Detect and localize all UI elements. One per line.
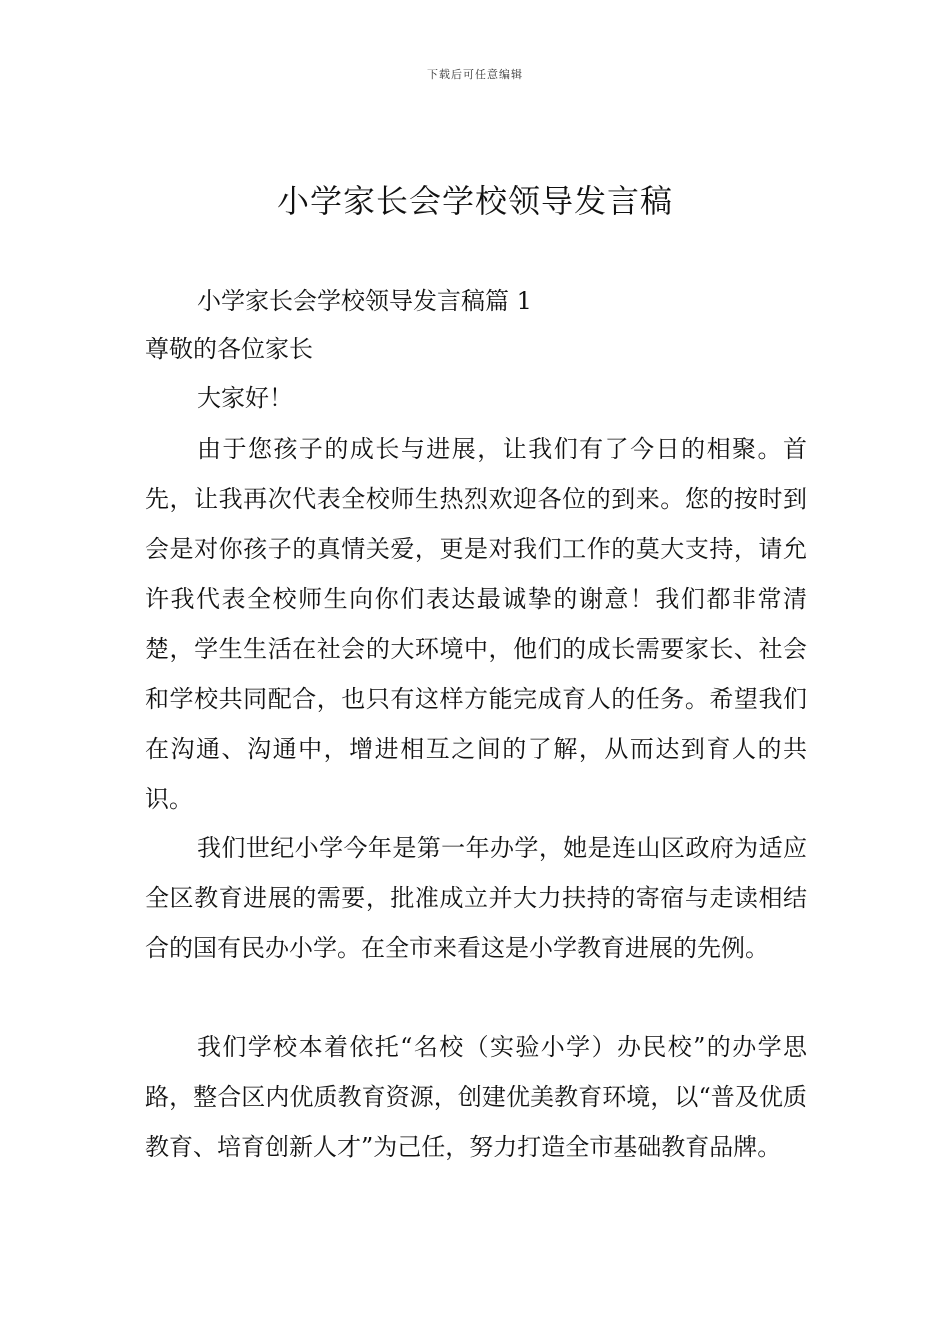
paragraph-3: 我们学校本着依托“名校（实验小学）办民校”的办学思路，整合区内优质教育资源，创建优美教育环境，以“普及优质教育、培育创新人才”为己任，努力打造全市基础教育品牌。 (145, 1033, 807, 1161)
header-note: 下载后可任意编辑 (427, 68, 523, 81)
greeting: 大家好！ (197, 384, 293, 412)
salutation: 尊敬的各位家长 (145, 335, 313, 363)
paragraph-2: 我们世纪小学今年是第一年办学，她是连山区政府为适应全区教育进展的需要，批准成立并大力扶持的寄宿与走读相结合的国有民办小学。在全市来看这是小学教育进展的先例。 (145, 834, 807, 962)
section-heading: 小学家长会学校领导发言稿篇 1 (197, 287, 532, 315)
paragraph-1: 由于您孩子的成长与进展，让我们有了今日的相聚。首先，让我再次代表全校师生热烈欢迎各位的到来。您的按时到会是对你孩子的真情关爱，更是对我们工作的莫大支持，请允许我代表全校师生向你们表达最诚挚的谢意！我们都非常清楚，学生生活在社会的大环境中，他们的成长需要家长、社会和学校共同配合，也只有这样方能完成育人的任务。希望我们在沟通、沟通中，增进相互之间的了解，从而达到育人的共识。 (145, 435, 807, 813)
document-title: 小学家长会学校领导发言稿 (276, 182, 673, 220)
